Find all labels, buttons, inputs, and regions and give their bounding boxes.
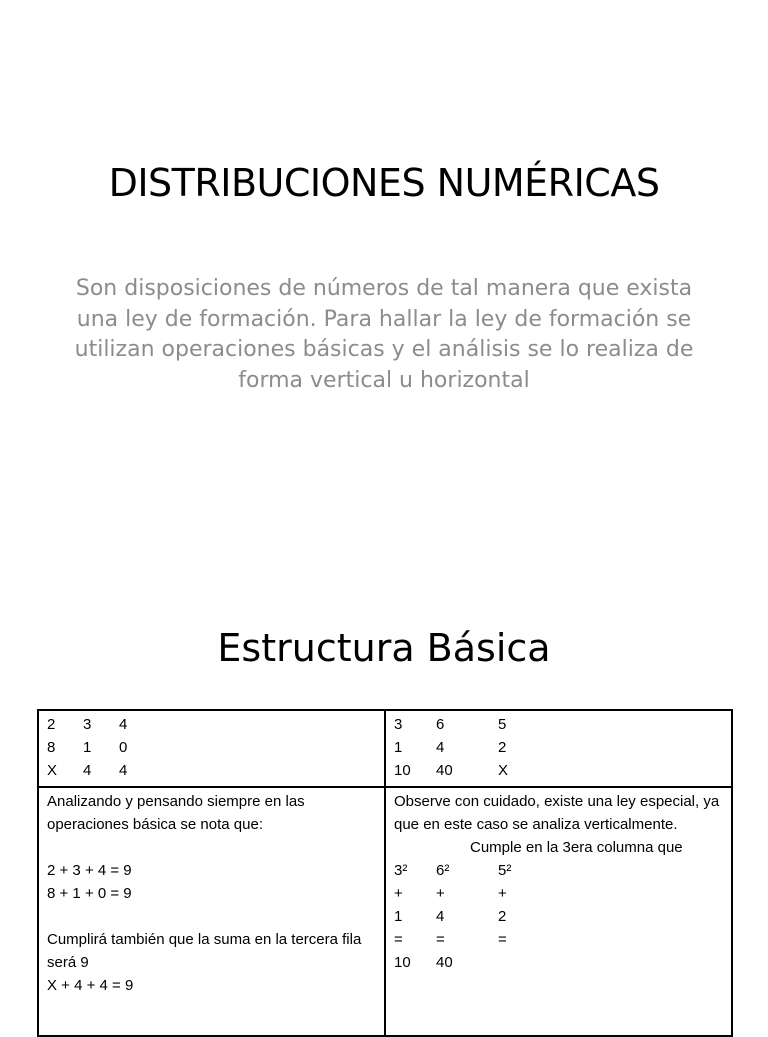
grid-value: 1 <box>83 739 92 756</box>
operator: + <box>394 885 403 902</box>
plus-row <box>394 882 725 905</box>
grid-value: 4 <box>119 762 128 779</box>
structure-table <box>37 709 733 1037</box>
grid-value: 6 <box>436 716 445 733</box>
addend-value: 4 <box>436 908 445 925</box>
results-row <box>394 951 725 974</box>
table-row <box>38 710 732 787</box>
result-value: 40 <box>436 954 453 971</box>
result-value <box>498 951 538 974</box>
right-grid-row-1 <box>394 713 725 736</box>
operator: = <box>436 931 445 948</box>
right-intro: Observe con cuidado, existe una ley especial, ya que en este caso se analiza verticalmente. <box>394 793 720 833</box>
right-grid-cell <box>385 710 732 787</box>
right-note: Cumple en la 3era columna que <box>470 839 683 856</box>
addend-value: 2 <box>498 908 507 925</box>
section-title: Estructura Básica <box>217 626 551 670</box>
left-conclusion: Cumplirá también que la suma en la tercera fila será 9 <box>47 931 362 971</box>
grid-value: 1 <box>394 739 403 756</box>
left-grid-cell <box>38 710 385 787</box>
grid-value: 4 <box>436 739 445 756</box>
equals-row <box>394 928 725 951</box>
left-grid-row-2 <box>47 736 378 759</box>
left-explanation-cell <box>38 787 385 1036</box>
right-grid-row-2 <box>394 736 725 759</box>
grid-value: 2 <box>47 716 56 733</box>
equation: X + 4 + 4 = 9 <box>47 977 134 994</box>
slide-subtitle: Son disposiciones de números de tal manera que exista una ley de formación. Para hallar la ley de formación se utilizan operaciones básicas y el análisis se lo realiza de forma vertical u horizontal <box>74 276 694 393</box>
grid-value: X <box>498 762 509 779</box>
power-value: 3² <box>394 862 408 879</box>
addend-value: 1 <box>394 908 403 925</box>
page-title: DISTRIBUCIONES NUMÉRICAS <box>108 161 660 205</box>
grid-value: 2 <box>498 739 507 756</box>
result-value: 10 <box>394 954 411 971</box>
grid-value: 0 <box>119 739 128 756</box>
addends-row <box>394 905 725 928</box>
grid-value: 4 <box>83 762 92 779</box>
operator: + <box>436 885 445 902</box>
table-row <box>38 787 732 1036</box>
operator: = <box>498 931 507 948</box>
grid-value: 3 <box>394 716 403 733</box>
equation: 8 + 1 + 0 = 9 <box>47 885 132 902</box>
grid-value: 40 <box>436 762 453 779</box>
power-value: 5² <box>498 862 512 879</box>
powers-row <box>394 859 725 882</box>
equation: 2 + 3 + 4 = 9 <box>47 862 132 879</box>
left-grid-row-3 <box>47 759 378 782</box>
grid-value: 4 <box>119 716 128 733</box>
grid-value: 8 <box>47 739 56 756</box>
grid-value: X <box>47 762 58 779</box>
left-grid-row-1 <box>47 713 378 736</box>
operator: + <box>498 885 507 902</box>
grid-value: 10 <box>394 762 411 779</box>
operator: = <box>394 931 403 948</box>
right-explanation-cell <box>385 787 732 1036</box>
right-grid-row-3 <box>394 759 725 782</box>
power-value: 6² <box>436 862 450 879</box>
grid-value: 3 <box>83 716 92 733</box>
grid-value: 5 <box>498 716 507 733</box>
left-intro: Analizando y pensando siempre en las operaciones básica se nota que: <box>47 793 305 833</box>
